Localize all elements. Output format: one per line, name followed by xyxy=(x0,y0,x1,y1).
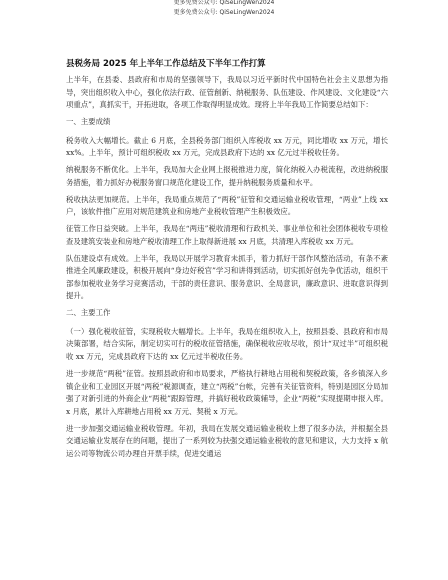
body-paragraph: 队伍建设卓有成效。上半年，我局以开展学习教育未抓手，着力抓好干部作风整治活动，有条不紊推进全风廉政建设，积极开展向“身边好税官”学习和讲得到活动，切实抓好创先争优活动，组织干部参加税收业务学习竞赛活动，干部的责任意识、服务意识、全局意识，廉政意识、进取意识得到提升。 xyxy=(66,253,388,301)
body-paragraph: 税务收入大幅增长。截止 6 月底，全县税务部门组织入库税收 xx 万元，同比增收 xx 万元，增长 xx%。上半年，预计可组织税收 xx 万元，完成县政府下达的 xx 亿元过半税收任务。 xyxy=(66,135,388,158)
body-paragraph: 税收执法更加规范。上半年，我局重点规范了“两税”征管和交通运输业税收管理，“两业”上线 xx 户，该软件推广应用对规范建筑业和房地产业税收管理产生积极效应。 xyxy=(66,194,388,217)
body-paragraph: 征管工作日益突破。上半年，我局在“两违”税收清理和行政机关、事业单位和社会团体税收专项检查及建筑安装业和房地产税收清理工作上取得新进展 xx 月底，共清理入库税收 xx 万元。 xyxy=(66,224,388,246)
body-paragraph: （一）强化税收征管，实现税收大幅增长。上半年，我局在组织收入上，按照县委、县政府和市局决策部署，结合实际，制定切实可行的税收征管措施，确保税收应收尽收，预计“双过半”可组织税收 xx 万元，完成县政府下达的 xx 亿元过半税收任务。 xyxy=(66,326,388,362)
header-line: 更多免费公众号: QiSeLingWen2024 xyxy=(173,9,275,16)
header-watermark xyxy=(0,0,448,18)
body-paragraph: 进一步加强交通运输业税收管理。年初，我局在发展交通运输业税收上想了很多办法，并根据全县交通运输业发展存在的问题，提出了一系列较为扶强交通运输业税收的意见和建议，大力支持 x 航运公司等物流公司办理自开票手续，促进交通运 xyxy=(66,423,388,458)
intro-paragraph: 上半年，在县委、县政府和市局的坚强领导下，我局以习近平新时代中国特色社会主义思想为指导，突出组织收入中心，强化依法行政、征管創新、纳税服务、队伍建设、作风建设、文化建设“六项重点”，真抓实干，开拓进取，各项工作取得明显成效。现将上半年我局工作简要总结如下： xyxy=(66,75,388,110)
body-paragraph: 进一步规范“两税”征管。按照县政府和市局要求，严格执行耕地占用税和契税政策，各乡镇深入乡镇企业和工业园区开展“两税”税源调查，建立“两税”台帐，完善有关征管资料，特别是园区分局加强了对新引进的外商企业“两税”跟踪管理，并搞好税收政策辅导，企业“两税”实现提期申报入库。x 月底，累计入库耕地占用税 xx 万元、契税 x 万元。 xyxy=(66,368,388,416)
section-heading: 一、主要成绩 xyxy=(66,117,111,127)
document-title: 县税务局 2025 年上半年工作总结及下半年工作打算 xyxy=(66,59,266,69)
document-body xyxy=(66,74,388,465)
section-heading: 二、主要工作 xyxy=(66,308,111,318)
header-line: 更多免费公众号: QiSeLingWen2024 xyxy=(173,0,275,6)
body-paragraph: 纳税服务不断优化。上半年，我局加大企业网上报税推进力度，简化纳税入办税流程，改进纳税服务措施，着力抓好办税服务窗口规范化建设工作，提升纳税服务质量和水平。 xyxy=(66,165,388,187)
